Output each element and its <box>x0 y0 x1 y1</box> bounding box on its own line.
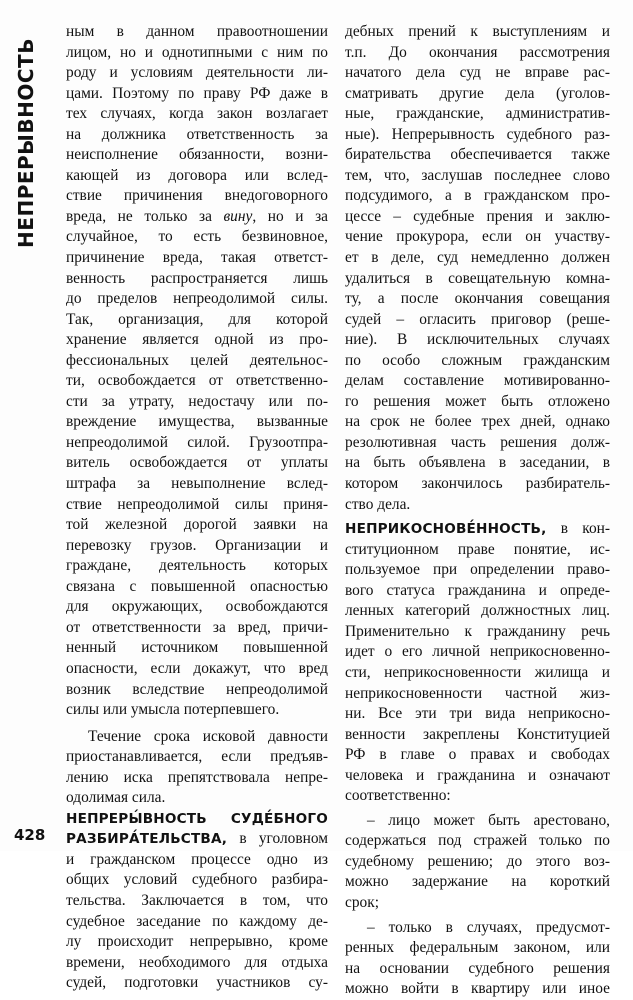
text-line: лению иска препятствовала непре- <box>66 768 328 786</box>
text-line: сти за утрату, недостачу или по- <box>66 392 328 410</box>
text-line: штрафа за невыполнение вслед- <box>66 475 328 493</box>
text-line: ти, освобождается от ответственно- <box>66 372 328 390</box>
text-line: идет о его личной неприкосновенно- <box>345 643 610 661</box>
text-line: резолютивная часть решения долж- <box>345 433 610 451</box>
text-line: ные, гражданские, административ- <box>345 105 610 123</box>
text-line: сти, неприкосновенности жилища и <box>345 663 610 681</box>
text-line: РФ в главе о правах и свободах <box>345 746 610 764</box>
text-line: соответственно: <box>345 787 451 805</box>
text-line: вреда, не только за вину, но и за <box>66 207 328 225</box>
text-line: делам составление мотивированно- <box>345 372 610 390</box>
text-line: неисполнение обязанности, возни- <box>66 146 328 164</box>
text-line: судей, подготовки участников су- <box>66 974 328 992</box>
text-line: ствие непреодолимой силы приня- <box>66 495 328 513</box>
text-line: венности закреплены Конституцией <box>345 725 610 743</box>
headword: НЕПРИКОСНОВЕ́ННОСТЬ, <box>345 521 547 538</box>
running-head <box>6 28 46 258</box>
text-line: ленных категорий должностных лиц. <box>345 602 610 620</box>
text-line: чение прокурора, если он участву- <box>345 228 610 246</box>
text-line: т.п. До окончания рассмотрения <box>345 43 610 61</box>
text-line: начатого дела суд не вправе рас- <box>345 64 610 82</box>
text-line: граждане, деятельность которых <box>66 557 328 575</box>
text-line: от ответственности за вред, причи- <box>66 618 328 636</box>
text-line: ние). В исключительных случаях <box>345 331 610 349</box>
text-line: удалиться в совещательную комна- <box>345 269 610 287</box>
text-line: ни. Все эти три вида неприкосно- <box>345 705 610 723</box>
text-line: венность распространяется лишь <box>66 269 328 287</box>
text-line: случайное, то есть безвиновное, <box>66 228 328 246</box>
text-line: котором закончилось разбиратель- <box>345 475 610 493</box>
text-line: вреждение имущества, вызванные <box>66 413 328 431</box>
left-column <box>66 22 328 994</box>
text-line: фессиональных целей деятельнос- <box>66 351 328 369</box>
text-line: судей – огласить приговор (реше- <box>345 310 610 328</box>
text-line: бирательства обеспечивается также <box>345 146 610 164</box>
text-line: – только в случаях, предусмот- <box>367 918 610 936</box>
text-line: перевозку грузов. Организации и <box>66 536 328 554</box>
text-line: до пределов непреодолимой силы. <box>66 290 328 308</box>
paragraph <box>66 727 328 809</box>
text-line: неприкосновенности частной жиз- <box>345 684 610 702</box>
paragraph <box>66 22 328 207</box>
text-line: по особо сложным гражданским <box>345 351 610 369</box>
text-line: пользуемое при определении право- <box>345 561 610 579</box>
text-line: тем, что, заслушав последнее слово <box>345 166 610 184</box>
headword-line: РАЗБИРА́ТЕЛЬСТВА, в уголовном <box>66 830 328 848</box>
text-line: лу происходит непрерывно, кроме <box>66 933 328 951</box>
text-line: возник вследствие непреодолимой <box>66 680 328 698</box>
page-number: 428 <box>14 826 46 844</box>
text-line: можно войти в квартиру или иное <box>345 980 610 998</box>
running-head-text: НЕПРЕРЫВНОСТЬ <box>14 38 38 248</box>
text-line: на основании судебного решения <box>345 959 610 977</box>
text-line: одолимая сила. <box>66 789 166 807</box>
text-line: ституционном праве понятие, ис- <box>345 540 610 558</box>
text-line: непреодолимой силой. Грузоотпра- <box>66 433 328 451</box>
text-line: вого статуса гражданина и опреде- <box>345 581 610 599</box>
text-line: цами. Поэтому по праву РФ даже в <box>66 84 328 102</box>
text-line: силы или умысла потерпевшего. <box>66 701 280 719</box>
headword: РАЗБИРА́ТЕЛЬСТВА, <box>66 831 228 848</box>
text-line: роду и условиям деятельности ли- <box>66 64 328 82</box>
text-line: хранение является одной из про- <box>66 331 328 349</box>
italic-word: вину <box>223 207 253 225</box>
text-line: ствие причинения внедоговорного <box>66 187 328 205</box>
text-line: содержаться под стражей только по <box>345 832 610 850</box>
headword: НЕПРЕРЫ́ВНОСТЬ СУДЕ́БНОГО <box>66 810 328 827</box>
paragraph <box>345 22 610 515</box>
text-line: тельства. Заключается в том, что <box>66 891 328 909</box>
text-line: срок; <box>345 893 379 911</box>
text-line: на срок не более трех дней, однако <box>345 413 610 431</box>
text-line: цессе – судебные прения и заклю- <box>345 207 610 225</box>
text-line: сматривать другие дела (уголов- <box>345 84 610 102</box>
headword-line: НЕПРИКОСНОВЕ́ННОСТЬ, в кон- <box>345 520 610 538</box>
text-line: ство дела. <box>345 495 411 513</box>
text-line: на быть объявлена в заседании, в <box>345 454 610 472</box>
text-line: ным в данном правоотношении <box>66 23 328 40</box>
right-column <box>345 22 610 1000</box>
text-line: Применительно к гражданину речь <box>345 622 610 640</box>
text-line: человека и гражданина и означают <box>345 766 610 784</box>
text-line: на должника ответственность за <box>66 125 328 143</box>
text-line: времени, необходимого для отдыха <box>66 953 328 971</box>
text-line: опасности, если докажут, что вред <box>66 659 328 677</box>
headword-line <box>66 809 328 830</box>
text-line: причинение вреда, такая ответст- <box>66 249 328 267</box>
text-line: приостанавливается, если предъяв- <box>66 748 328 766</box>
paragraph <box>345 918 610 1000</box>
paragraph <box>345 811 610 914</box>
text-line: подсудимого, а в гражданском про- <box>345 187 610 205</box>
text-line: го решения может быть отложено <box>345 392 610 410</box>
text-line: и гражданском процессе одно из <box>66 850 328 868</box>
text-line: ные). Непрерывность судебного раз- <box>345 125 610 143</box>
text-line: для окружающих, освобождаются <box>66 598 328 616</box>
text-line: Течение срока исковой давности <box>88 727 328 745</box>
text-line: лицом, но и однотипными с ним по <box>66 43 328 61</box>
text-line: общих условий судебного разбира- <box>66 871 328 889</box>
text-line: ту, а после окончания совещания <box>345 290 610 308</box>
text-line: судебному решению; до этого воз- <box>345 852 610 870</box>
text-line: ненный источником повышенной <box>66 639 328 657</box>
text-line: тех случаях, когда закон возлагает <box>66 105 328 123</box>
text-line: – лицо может быть арестовано, <box>367 811 610 829</box>
text-line: Так, организация, для которой <box>66 310 328 328</box>
text-line: кающей из договора или вслед- <box>66 166 328 184</box>
text-line: можно задержание на короткий <box>345 873 610 891</box>
paragraph <box>66 850 328 994</box>
text-line: ет в деле, суд немедленно должен <box>345 249 610 267</box>
text-line: витель освобождается от уплаты <box>66 454 328 472</box>
text-line: той железной дорогой заявки на <box>66 516 328 534</box>
text-line: ренных федеральным законом, или <box>345 939 610 957</box>
text-line: дебных прений к выступлениям и <box>345 23 610 40</box>
paragraph <box>66 227 328 720</box>
paragraph <box>345 540 610 807</box>
text-line: судебное заседание по каждому де- <box>66 912 328 930</box>
text-line: связана с повышенной опасностью <box>66 577 328 595</box>
